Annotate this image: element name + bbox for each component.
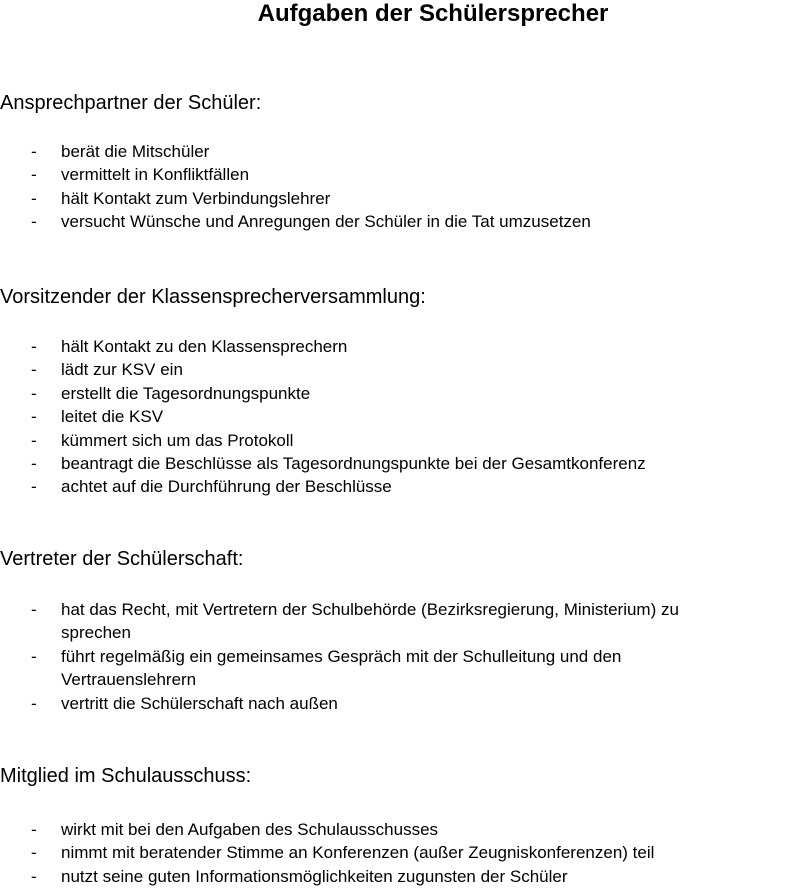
bullet-dash: -: [31, 477, 37, 497]
bullet-list: [0, 140, 800, 234]
list-item: [0, 140, 800, 163]
list-item-text: wirkt mit bei den Aufgaben des Schulausschusses: [61, 820, 439, 839]
list-item-text: vermittelt in Konfliktfällen: [61, 165, 250, 185]
bullet-dash: -: [31, 407, 37, 427]
list-item: [0, 692, 800, 715]
list-item-text: hält Kontakt zum Verbindungslehrer: [61, 188, 331, 208]
list-item-text: leitet die KSV: [61, 407, 164, 427]
list-item: [0, 841, 800, 864]
list-item: [0, 645, 800, 692]
list-item-text: versucht Wünsche und Anregungen der Schüler in die Tat umzusetzen: [61, 212, 591, 232]
list-item: [0, 335, 800, 358]
bullet-dash: -: [31, 360, 37, 380]
list-item: [0, 405, 800, 428]
section-heading: Vorsitzender der Klassensprecherversammlung:: [0, 286, 426, 308]
list-item: [0, 382, 800, 405]
list-item-text: vertritt die Schülerschaft nach außen: [61, 693, 338, 713]
document-title: Aufgaben der Schülersprecher: [257, 0, 609, 27]
section-heading: Mitglied im Schulausschuss:: [0, 765, 252, 787]
bullet-dash: -: [31, 142, 37, 161]
bullet-list: [0, 818, 800, 888]
list-item-text-line1: führt regelmäßig ein gemeinsames Gespräch mit der Schulleitung und den: [61, 646, 622, 666]
list-item: [0, 210, 800, 233]
bullet-dash: -: [31, 693, 37, 713]
section-heading: Ansprechpartner der Schüler:: [0, 92, 262, 114]
bullet-dash: -: [31, 843, 37, 863]
section-vertreter: [0, 547, 800, 713]
list-item-text-line1: hat das Recht, mit Vertretern der Schulbehörde (Bezirksregierung, Ministerium) zu: [61, 600, 679, 619]
list-item-text: nutzt seine guten Informationsmöglichkeiten zugunsten der Schüler: [61, 866, 568, 886]
list-item-text: kümmert sich um das Protokoll: [61, 430, 294, 450]
bullet-list: [0, 335, 800, 499]
bullet-dash: -: [31, 337, 37, 356]
list-item-text: nimmt mit beratender Stimme an Konferenzen (außer Zeugniskonferenzen) teil: [61, 843, 655, 863]
bullet-dash: -: [31, 866, 37, 886]
list-item-text: berät die Mitschüler: [61, 142, 210, 161]
bullet-dash: -: [31, 600, 37, 619]
list-item-text: hält Kontakt zu den Klassensprechern: [61, 337, 348, 356]
bullet-dash: -: [31, 188, 37, 208]
list-item-text: beantragt die Beschlüsse als Tagesordnungspunkte bei der Gesamtkonferenz: [61, 454, 646, 474]
list-item-text-line2: Vertrauenslehrern: [61, 670, 197, 690]
bullet-dash: -: [31, 820, 37, 839]
list-item: [0, 598, 800, 645]
list-item: [0, 163, 800, 186]
list-item-text: achtet auf die Durchführung der Beschlüsse: [61, 477, 392, 497]
list-item: [0, 187, 800, 210]
list-item-text: lädt zur KSV ein: [61, 360, 183, 380]
section-ansprechpartner: [0, 91, 800, 232]
list-item: [0, 475, 800, 498]
list-item: [0, 818, 800, 841]
section-mitglied: [0, 764, 800, 886]
bullet-dash: -: [31, 454, 37, 474]
list-item: [0, 865, 800, 888]
section-heading: Vertreter der Schülerschaft:: [0, 548, 244, 570]
bullet-dash: -: [31, 646, 37, 666]
bullet-dash: -: [31, 383, 37, 403]
list-item: [0, 452, 800, 475]
list-item-text-line2: sprechen: [61, 623, 131, 643]
bullet-list: [0, 598, 800, 715]
section-vorsitzender: [0, 285, 800, 497]
bullet-dash: -: [31, 430, 37, 450]
bullet-dash: -: [31, 212, 37, 232]
list-item: [0, 429, 800, 452]
list-item-text: erstellt die Tagesordnungspunkte: [61, 383, 311, 403]
list-item: [0, 358, 800, 381]
bullet-dash: -: [31, 165, 37, 185]
